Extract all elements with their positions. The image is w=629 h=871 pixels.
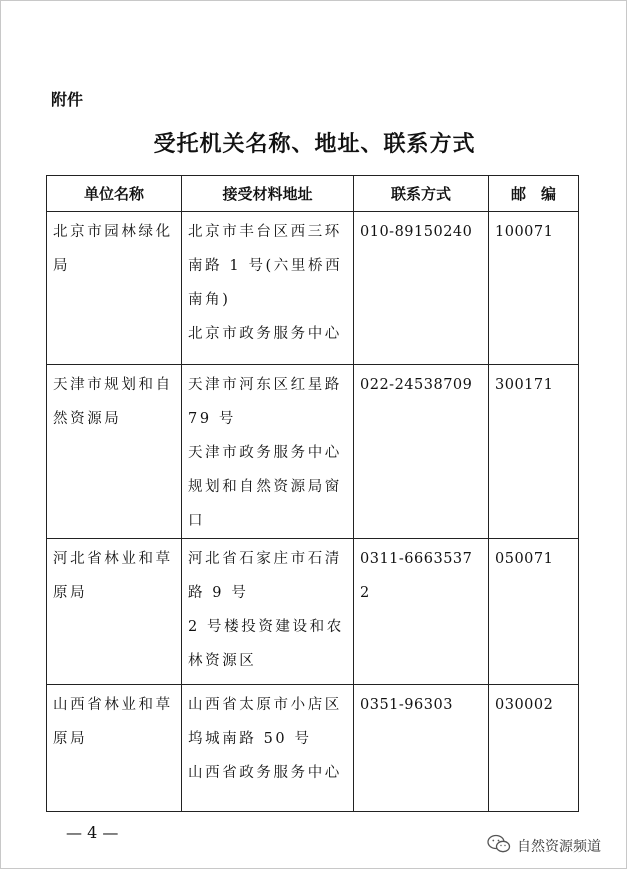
phone-cell: 022-24538709 xyxy=(354,365,489,539)
postcode-cell: 100071 xyxy=(489,212,579,365)
page-number: — 4 — xyxy=(66,823,119,842)
phone-cell: 0311-66635372 xyxy=(354,539,489,685)
address-line: 河北省石家庄市石清路 9 号 xyxy=(188,551,342,601)
agency-table xyxy=(46,175,579,812)
postcode-cell: 030002 xyxy=(489,685,579,812)
phone-cell: 0351-96303 xyxy=(354,685,489,812)
address-cell xyxy=(182,212,354,365)
agency-name-cell: 河北省林业和草原局 xyxy=(47,539,182,685)
table-row xyxy=(47,685,579,812)
watermark-text: 自然资源频道 xyxy=(517,839,601,855)
attachment-label: 附件 xyxy=(51,90,84,109)
address-cell xyxy=(182,365,354,539)
watermark xyxy=(487,834,601,858)
agency-name-cell: 山西省林业和草原局 xyxy=(47,685,182,812)
table-row xyxy=(47,365,579,539)
postcode-cell: 300171 xyxy=(489,365,579,539)
table-header-row xyxy=(47,176,579,212)
header-address: 接受材料地址 xyxy=(182,176,354,212)
address-line: 山西省政务服务中心 xyxy=(188,765,342,781)
address-line: 天津市河东区红星路79 号 xyxy=(188,377,342,427)
table-row xyxy=(47,539,579,685)
header-agency-name: 单位名称 xyxy=(47,176,182,212)
agency-name-cell: 北京市园林绿化局 xyxy=(47,212,182,365)
phone-cell: 010-89150240 xyxy=(354,212,489,365)
header-postcode: 邮 编 xyxy=(489,176,579,212)
agency-name-cell: 天津市规划和自然资源局 xyxy=(47,365,182,539)
address-line: 北京市丰台区西三环南路 1 号(六里桥西南角) xyxy=(188,224,343,308)
address-cell xyxy=(182,539,354,685)
address-cell xyxy=(182,685,354,812)
address-line: 2 号楼投资建设和农林资源区 xyxy=(188,619,344,669)
table-row xyxy=(47,212,579,365)
postcode-cell: 050071 xyxy=(489,539,579,685)
wechat-icon xyxy=(487,834,511,858)
address-line: 天津市政务服务中心规划和自然资源局窗口 xyxy=(188,445,342,529)
address-line: 北京市政务服务中心 xyxy=(188,326,342,342)
header-contact: 联系方式 xyxy=(354,176,489,212)
address-line: 山西省太原市小店区坞城南路 50 号 xyxy=(188,697,342,747)
page-title: 受托机关名称、地址、联系方式 xyxy=(153,131,476,157)
